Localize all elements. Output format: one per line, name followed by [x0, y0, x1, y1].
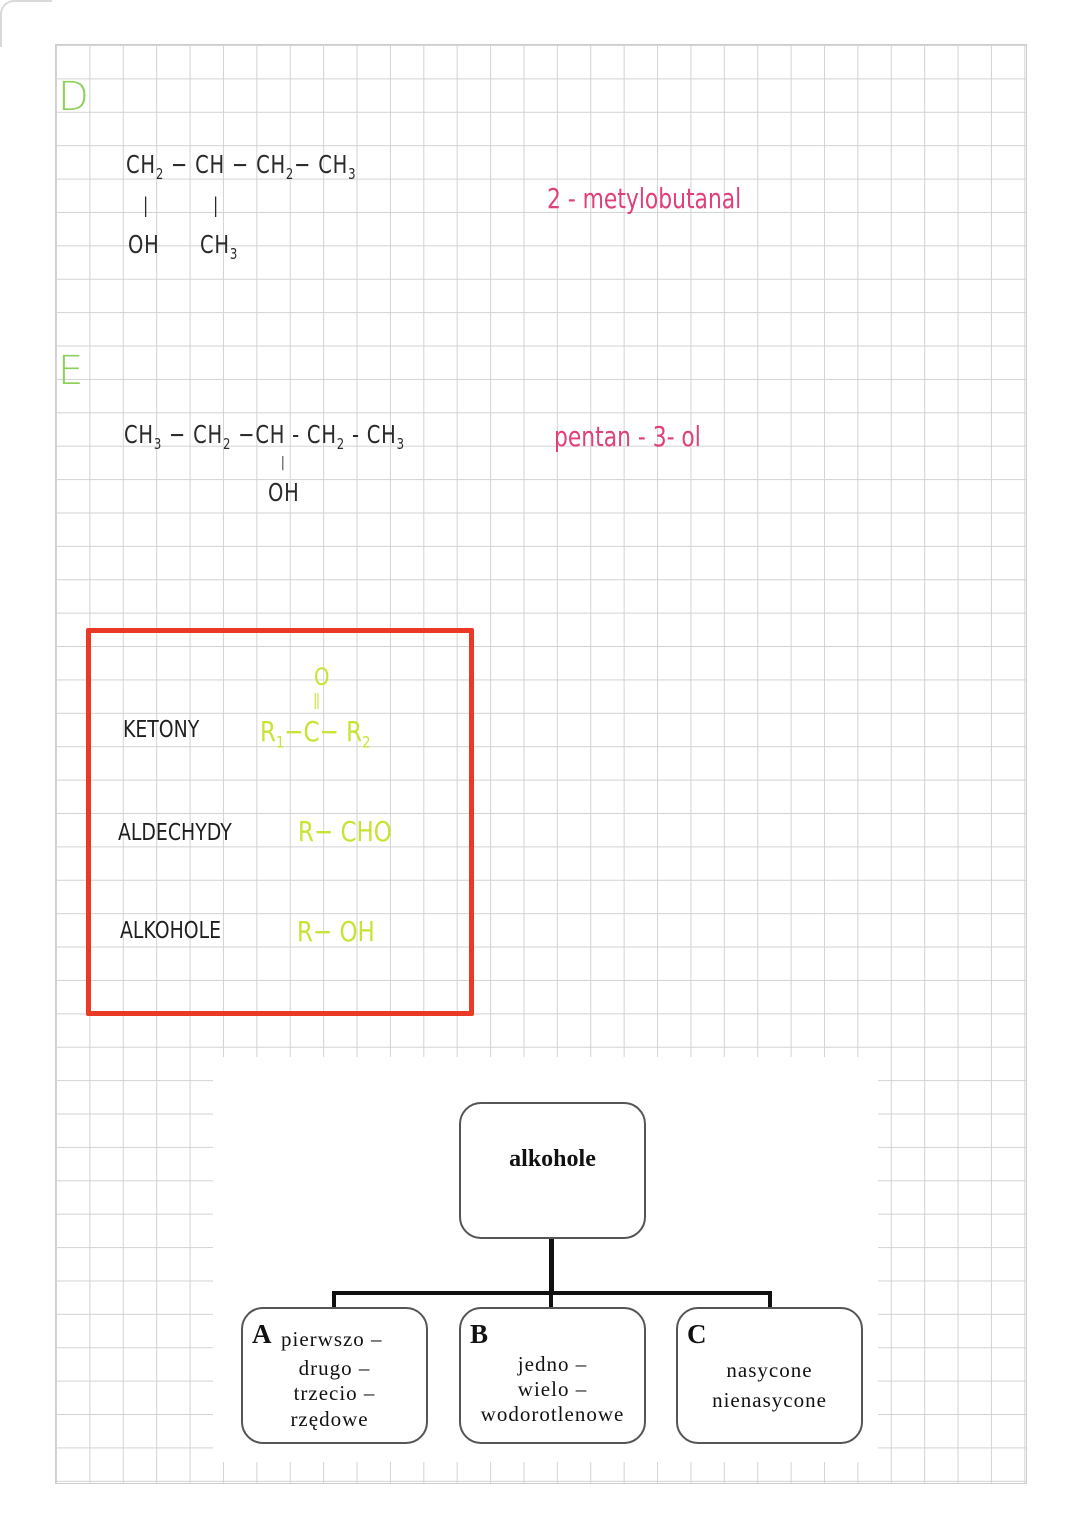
- alkohole-label: ALKOHOLE: [120, 918, 222, 944]
- root-box: [459, 1102, 646, 1239]
- section-e-name: pentan - 3- ol: [554, 420, 701, 453]
- box-a-first-line: pierwszo –: [281, 1327, 383, 1351]
- connector-a: [332, 1291, 336, 1307]
- box-c-letter: C: [687, 1319, 707, 1349]
- classification-diagram: [213, 1057, 878, 1462]
- section-e-chain: $CH_3 - CH_2 -CH - CH_2 - CH_3$: [124, 420, 405, 453]
- ketony-oxygen: O: [314, 663, 330, 691]
- box-a: [241, 1307, 428, 1444]
- section-d-ch3: $CH_3$: [200, 230, 239, 263]
- aldehydy-formula: R− CHO: [298, 815, 392, 848]
- box-a-line-3: rzędowe: [290, 1407, 369, 1431]
- box-b: [459, 1307, 646, 1444]
- connector-b: [549, 1291, 553, 1307]
- aldehydy-label: ALDECHYDY: [118, 820, 232, 846]
- connector-trunk: [549, 1239, 554, 1295]
- section-e-bond: |: [281, 455, 286, 471]
- section-e-letter: E: [58, 348, 84, 394]
- box-b-letter: B: [470, 1319, 489, 1349]
- ketony-formula: $R_1-C- R_2$: [260, 715, 371, 752]
- section-d-name: 2 - metylobutanal: [547, 182, 742, 215]
- box-b-line-1: jedno –: [517, 1352, 588, 1376]
- box-b-line-2: wielo –: [517, 1377, 588, 1401]
- box-a-line-2: trzecio –: [293, 1381, 376, 1405]
- box-c-line-1: nasycone: [726, 1358, 813, 1382]
- connector-c: [768, 1291, 772, 1307]
- ketony-double-bond: ||: [313, 690, 319, 709]
- section-d-letter: D: [58, 74, 89, 120]
- ketony-label: KETONY: [123, 717, 200, 743]
- section-e-oh: OH: [268, 478, 300, 507]
- page-corner: [0, 0, 52, 47]
- box-c: [676, 1307, 863, 1444]
- root-label: alkohole: [509, 1146, 596, 1172]
- section-d-bond-1: |: [143, 193, 150, 217]
- box-a-line-1: drugo –: [298, 1356, 371, 1380]
- box-c-line-2: nienasycone: [712, 1388, 827, 1412]
- section-d-oh: OH: [128, 230, 160, 259]
- alkohole-formula: R− OH: [297, 915, 375, 948]
- section-d-chain: $CH_2$ − CH − $CH_2- CH_3$: [126, 150, 357, 183]
- box-a-letter: A: [252, 1319, 272, 1349]
- box-b-line-3: wodorotlenowe: [480, 1402, 625, 1426]
- section-d-bond-2: |: [213, 193, 220, 217]
